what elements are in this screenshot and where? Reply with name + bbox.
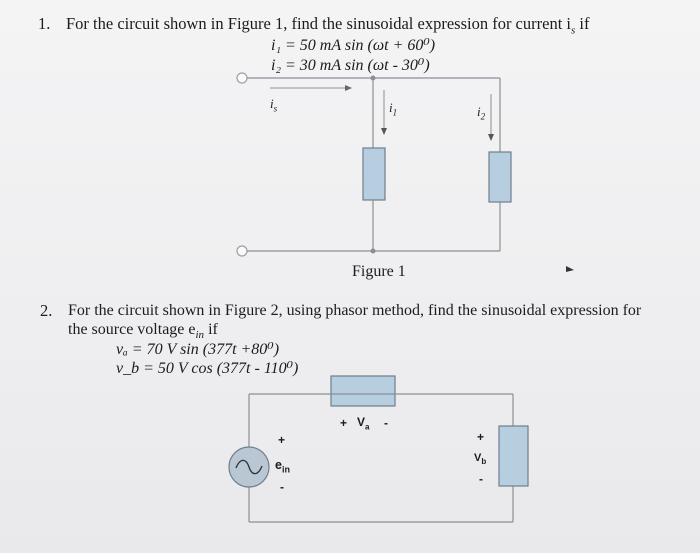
vb-minus-sign: - xyxy=(479,472,483,486)
problem-2-equation-va: vₐ = 70 V sin (377t +80⁰) xyxy=(116,341,280,358)
va-label: $V_a$ xyxy=(357,415,370,432)
problem-2-number: 2. xyxy=(40,301,53,320)
problem-1-equation-i1: i₁ = 50 mA sin (ωt + 60⁰) xyxy=(271,37,436,54)
ein-label: $e_{in}$ xyxy=(275,458,290,475)
va-plus-sign: + xyxy=(340,416,348,430)
vb-label: $V_b$ xyxy=(474,452,487,467)
label-i1: $i_1$ xyxy=(389,100,398,118)
problem-2-equation-vb: v_b = 50 V cos (377t - 110⁰) xyxy=(116,360,299,377)
label-is: $i_s$ xyxy=(270,96,278,114)
va-minus-sign: - xyxy=(384,416,388,430)
problem-2-prompt-line1: For the circuit shown in Figure 2, using phasor method, find the sinusoidal expression for xyxy=(68,302,642,319)
resistor-b xyxy=(499,426,528,486)
vb-plus-sign: + xyxy=(477,430,485,444)
label-i2: $i_2$ xyxy=(477,104,486,122)
problem-2-prompt-line2: the source voltage $e_{in}$ if xyxy=(68,321,218,342)
problem-1-equation-i2: i₂ = 30 mA sin (ωt - 30⁰) xyxy=(271,57,430,74)
figure-1-caption: Figure 1 xyxy=(352,263,406,280)
ein-minus-sign: - xyxy=(280,480,284,494)
problem-1-prompt: For the circuit shown in Figure 1, find the sinusoidal expression for current $i_s$ if xyxy=(66,14,590,37)
resistor-a xyxy=(331,376,395,406)
problem-1-number: 1. xyxy=(38,14,51,33)
ein-plus-sign: + xyxy=(278,433,286,447)
